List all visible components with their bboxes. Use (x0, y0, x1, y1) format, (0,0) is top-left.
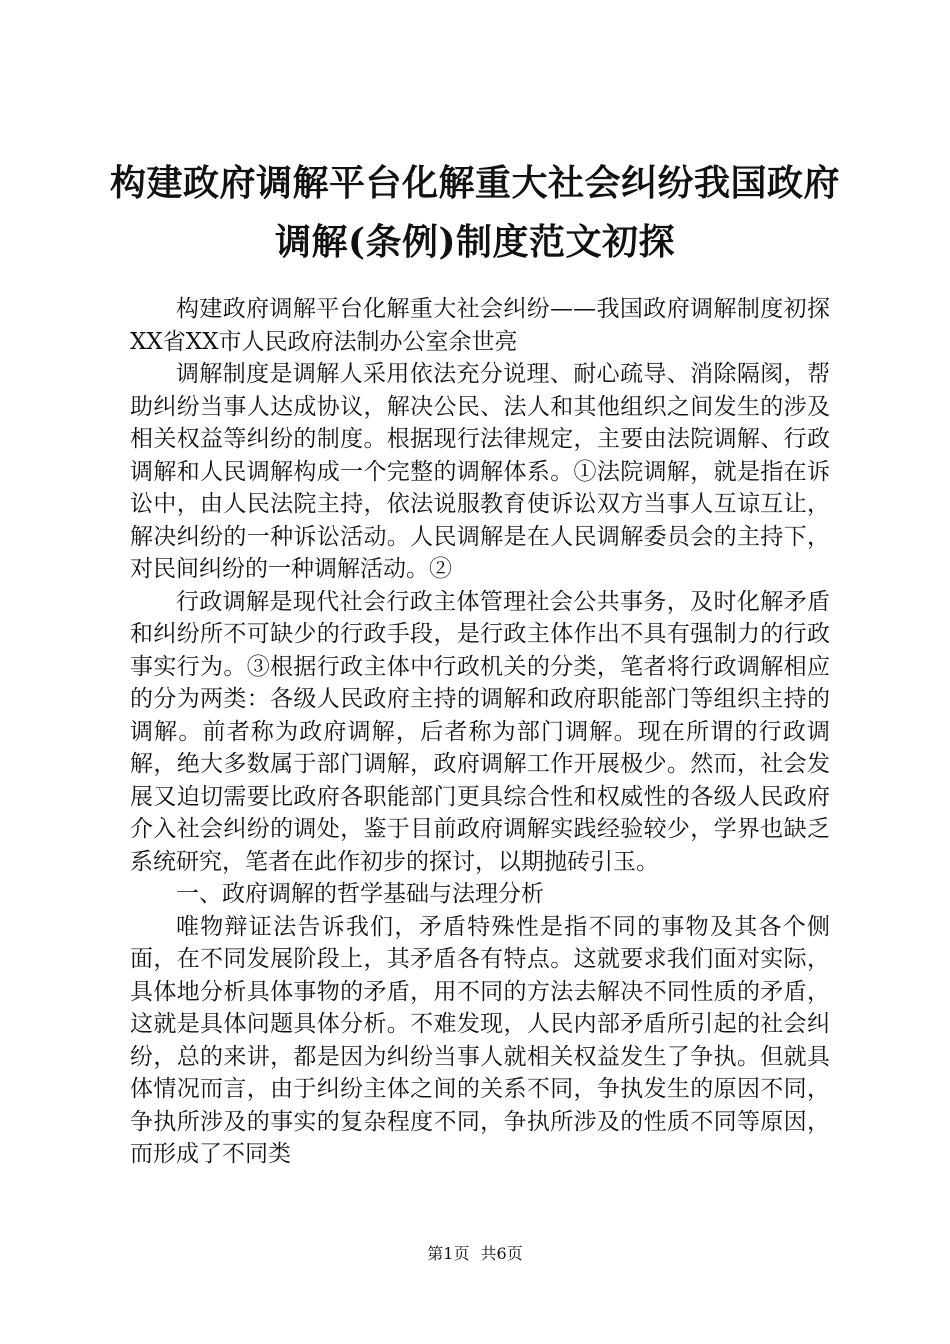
paragraph-mediation-system: 调解制度是调解人采用依法充分说理、耐心疏导、消除隔阂，帮助纠纷当事人达成协议，解决公民、法人和其他组织之间发生的涉及相关权益等纠纷的制度。根据现行法律规定，主要由法院调解、行政调解和人民调解构成一个完整的调解体系。①法院调解，就是指在诉讼中，由人民法院主持，依法说服教育使诉讼双方当事人互谅互让，解决纠纷的一种诉讼活动。人民调解是在人民调解委员会的主持下，对民间纠纷的一种调解活动。② (130, 361, 830, 582)
section-heading: 一、政府调解的哲学基础与法理分析 (176, 881, 544, 907)
document-title-line-1: 构建政府调解平台化解重大社会纠纷我国政府 (110, 162, 841, 204)
page-total: 共6页 (480, 1244, 523, 1263)
page-footer (0, 1244, 950, 1264)
paragraph-intro: 构建政府调解平台化解重大社会纠纷——我国政府调解制度初探XX省XX市人民政府法制办公室余世亮 (130, 296, 830, 355)
page-number: 第1页 (427, 1244, 470, 1263)
paragraph-administrative-mediation: 行政调解是现代社会行政主体管理社会公共事务，及时化解矛盾和纠纷所不可缺少的行政手段，是行政主体作出不具有强制力的行政事实行为。③根据行政主体中行政机关的分类，笔者将行政调解相应的分为两类：各级人民政府主持的调解和政府职能部门等组织主持的调解。前者称为政府调解，后者称为部门调解。现在所谓的行政调解，绝大多数属于部门调解，政府调解工作开展极少。然而，社会发展又迫切需要比政府各职能部门更具综合性和权威性的各级人民政府介入社会纠纷的调处，鉴于目前政府调解实践经验较少，学界也缺乏系统研究，笔者在此作初步的探讨，以期抛砖引玉。 (130, 588, 830, 875)
document-body (130, 293, 830, 1171)
document-title-line-2: 调解(条例)制度范文初探 (274, 221, 676, 263)
paragraph-dialectics: 唯物辩证法告诉我们，矛盾特殊性是指不同的事物及其各个侧面，在不同发展阶段上，其矛盾各有特点。这就要求我们面对实际，具体地分析具体事物的矛盾，用不同的方法去解决不同性质的矛盾，这就是具体问题具体分析。不难发现，人民内部矛盾所引起的社会纠纷，总的来讲，都是因为纠纷当事人就相关权益发生了争执。但就具体情况而言，由于纠纷主体之间的关系不同，争执发生的原因不同，争执所涉及的事实的复杂程度不同，争执所涉及的性质不同等原因，而形成了不同类 (130, 913, 830, 1167)
